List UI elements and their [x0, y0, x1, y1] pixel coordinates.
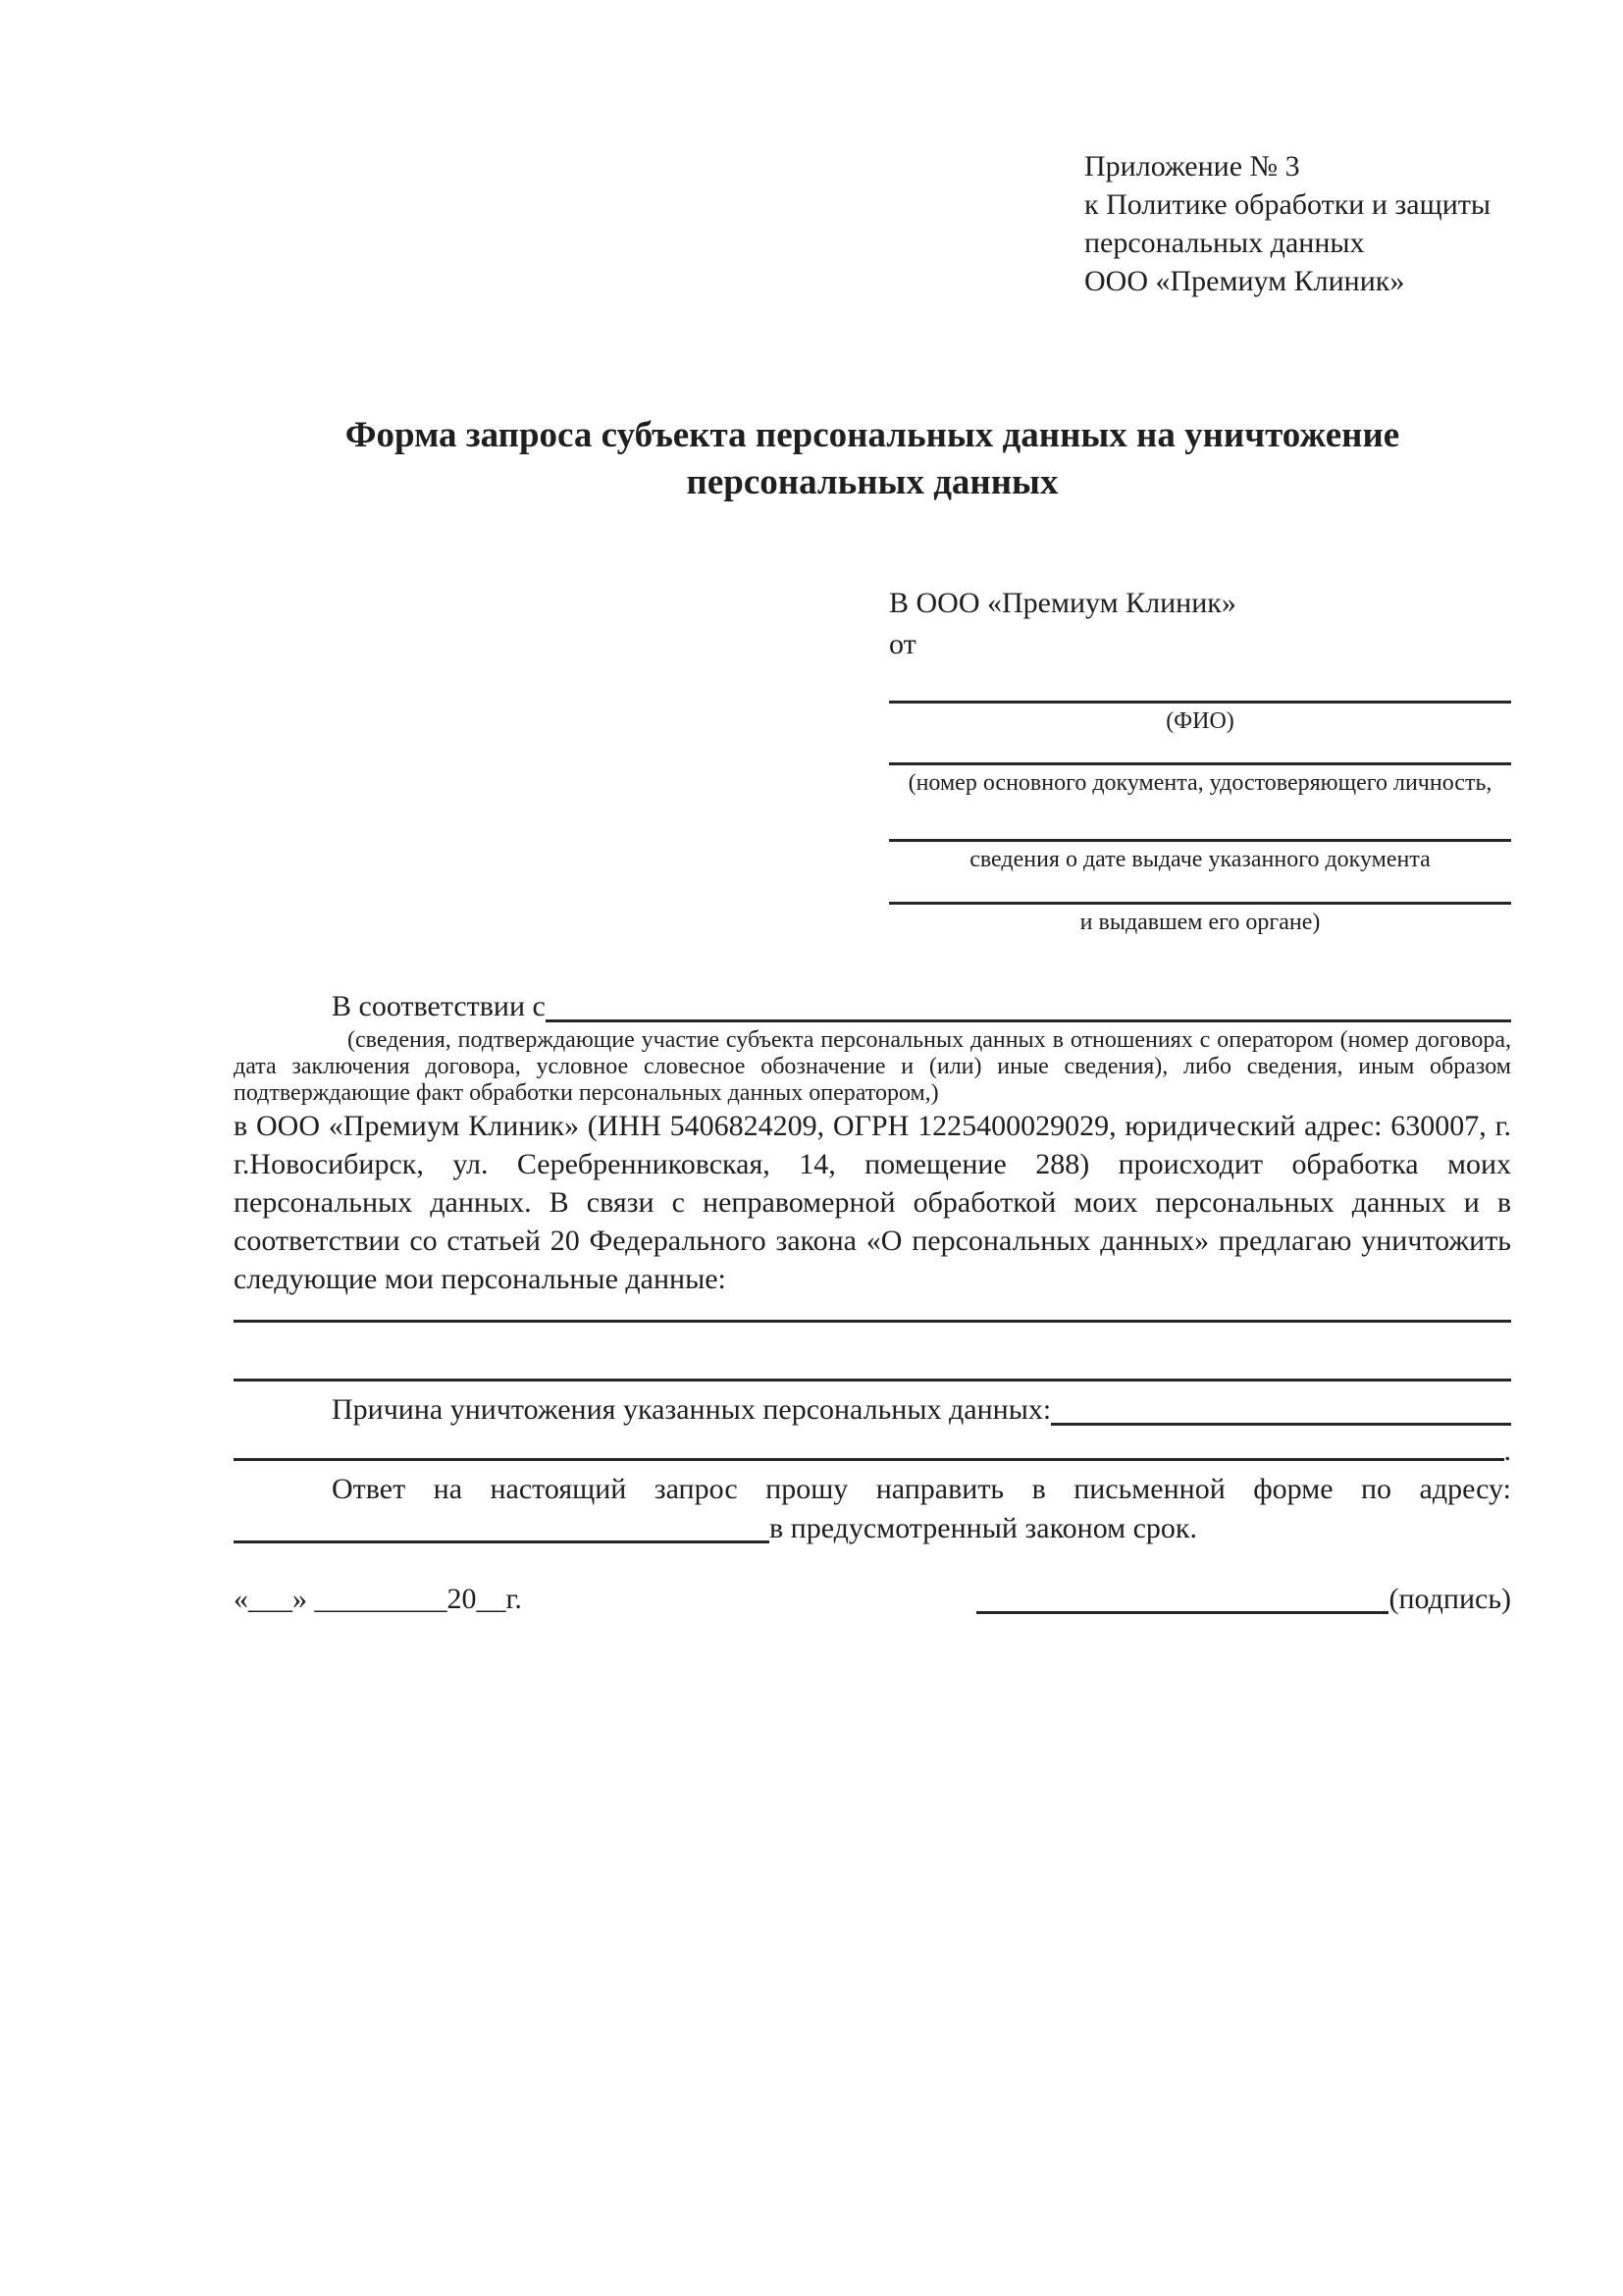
response-request-sentence: Ответ на настоящий запрос прошу направить в письменной форме по адресу: [332, 1473, 1511, 1505]
fio-blank-line [889, 701, 1511, 704]
document-title: Форма запроса субъекта персональных данных на уничтожение персональных данных [344, 415, 1400, 502]
accordance-label: В соответствии с [332, 990, 546, 1022]
addressee-from-label: от [889, 628, 916, 660]
reason-label: Причина уничтожения указанных персональных данных: [332, 1393, 1052, 1426]
personal-data-blank-line-1 [234, 1320, 1511, 1323]
reason-row [234, 1389, 1511, 1431]
accordance-blank-line [546, 1019, 1511, 1022]
fio-caption: (ФИО) [1166, 708, 1234, 734]
response-address-row [234, 1509, 1511, 1548]
reason-continuation-blank-line [234, 1458, 1504, 1461]
addressee-block [889, 583, 1511, 935]
annex-line: персональных данных [1084, 227, 1365, 259]
signature-group [976, 1580, 1511, 1619]
document-issuer-caption: и выдавшем его органе) [1079, 910, 1321, 935]
personal-data-blank-line-2 [234, 1379, 1511, 1382]
annex-line: к Политике обработки и защиты [1084, 188, 1492, 221]
annex-reference-block [1084, 147, 1511, 300]
reason-continuation-row [234, 1431, 1511, 1466]
document-number-caption: (номер основного документа, удостоверяющего личность, [908, 770, 1492, 796]
signature-blank-line [976, 1611, 1388, 1614]
response-tail: в предусмотренный законом срок. [769, 1512, 1197, 1544]
document-issue-date-blank-line [889, 839, 1511, 842]
date-signature-row [234, 1580, 1511, 1619]
annex-line: ООО «Премиум Клиник» [1084, 265, 1405, 297]
main-paragraph: в ООО «Премиум Клиник» (ИНН 5406824209, ОГРН 1225400029029, юридический адрес: 630007, г. г.Новосибирск, ул. Серебренниковская, 14, помещение 288) происходит обработка моих персональных данных. В связи с неправомерной обработкой моих персональных данных и в соответствии со статьей 20 Федерального закона «О персональных данных» предлагаю уничтожить следующие мои персональные данные: [234, 1110, 1511, 1295]
response-address-blank-line [234, 1540, 769, 1543]
signature-caption: (подпись) [1388, 1583, 1511, 1615]
reason-blank-line [1051, 1423, 1511, 1426]
line-terminator: . [1503, 1435, 1511, 1467]
accordance-row [234, 986, 1511, 1027]
annex-line: Приложение № 3 [1084, 150, 1300, 183]
document-number-blank-line [889, 762, 1511, 765]
accordance-footnote: (сведения, подтверждающие участие субъекта персональных данных в отношениях с оператором (номер договора, дата заключения договора, условное словесное обозначение и (или) иные сведения), либо сведения, иным образом подтверждающие факт обработки персональных данных оператором,) [234, 1027, 1511, 1106]
date-blank-template: «___» _________20__г. [234, 1583, 522, 1615]
document-issue-date-caption: сведения о дате выдаче указанного документа [969, 847, 1431, 872]
addressee-to: В ООО «Премиум Клиник» [889, 587, 1236, 619]
document-issuer-blank-line [889, 902, 1511, 905]
